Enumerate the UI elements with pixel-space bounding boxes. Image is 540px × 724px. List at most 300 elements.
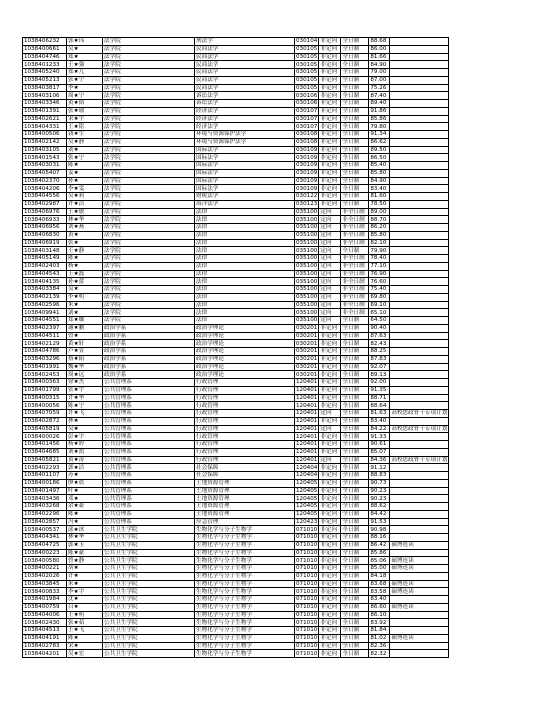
enrollment-type-cell: 非定向 bbox=[319, 177, 341, 185]
remark-cell bbox=[390, 324, 449, 332]
remark-cell bbox=[390, 479, 449, 487]
study-mode-cell: 全日制 bbox=[341, 611, 369, 619]
study-mode-cell: 全日制 bbox=[341, 84, 369, 92]
candidate-id-cell: 1038407059 bbox=[23, 410, 67, 418]
major-code-cell: 071010 bbox=[296, 526, 318, 533]
enrollment-type-cell: 定向 bbox=[319, 278, 341, 286]
name-cell: 余★豪 bbox=[67, 503, 103, 511]
candidate-id-cell: 1038402139 bbox=[23, 293, 67, 301]
table-row bbox=[23, 239, 449, 247]
table-row bbox=[23, 363, 449, 371]
name-cell: 吴★ bbox=[67, 45, 103, 53]
candidate-id-cell: 1038406976 bbox=[23, 208, 67, 216]
major-code-cell: 030109 bbox=[296, 177, 318, 184]
major-cell: 土地资源管理 bbox=[195, 510, 295, 518]
major-cell: 法律 bbox=[195, 309, 295, 317]
major-cell: 行政管理 bbox=[195, 379, 295, 387]
score-cell: 88.16 bbox=[369, 534, 390, 542]
major-code-cell: 120401 bbox=[296, 379, 318, 386]
major-code-cell: 035100 bbox=[296, 216, 318, 223]
table-row bbox=[23, 317, 449, 325]
table-row bbox=[23, 394, 449, 402]
enrollment-type-cell: 非定向 bbox=[319, 549, 341, 557]
enrollment-type-cell: 非定向 bbox=[319, 332, 341, 340]
name-cell: 孙★ bbox=[67, 177, 103, 185]
table-row bbox=[23, 177, 449, 185]
score-cell: 84.22 bbox=[369, 425, 390, 433]
candidate-id-cell: 1038403031 bbox=[23, 162, 67, 170]
major-cell: 行政管理 bbox=[195, 456, 295, 464]
major-code-cell: 030109 bbox=[296, 185, 318, 192]
score-cell: 83.40 bbox=[369, 185, 390, 193]
major-cell: 国际法学 bbox=[195, 162, 295, 170]
major-cell: 生物化学与分子生物学 bbox=[195, 534, 295, 542]
major-cell: 民商法学 bbox=[195, 84, 295, 92]
name-cell: 宋★宇 bbox=[67, 115, 103, 123]
name-cell: 林★ bbox=[67, 417, 103, 425]
study-mode-cell: 全日制 bbox=[341, 557, 369, 565]
candidate-id-cell: 1038402403 bbox=[23, 262, 67, 270]
score-cell: 86.00 bbox=[369, 45, 390, 53]
table-row bbox=[23, 642, 449, 650]
major-cell: 生物化学与分子生物学 bbox=[195, 557, 295, 565]
major-cell: 诉讼法学 bbox=[195, 92, 295, 100]
enrollment-type-cell: 非定向 bbox=[319, 472, 341, 480]
college-cell: 法学院 bbox=[103, 293, 195, 301]
study-mode-cell: 全日制 bbox=[341, 69, 369, 77]
table-row bbox=[23, 45, 449, 53]
table-row bbox=[23, 162, 449, 170]
name-cell: 郑★儿 bbox=[67, 69, 103, 77]
remark-cell bbox=[390, 200, 449, 208]
remark-cell: 高校思政骨干专项计划 bbox=[391, 425, 448, 432]
name-cell: 张★ bbox=[67, 239, 103, 247]
candidate-id-cell: 1038406830 bbox=[23, 231, 67, 239]
table-row bbox=[23, 433, 449, 441]
candidate-id-cell: 1038402026 bbox=[23, 572, 67, 580]
college-cell: 法学院 bbox=[103, 255, 195, 263]
name-cell: 朱★ bbox=[67, 580, 103, 588]
candidate-id-cell: 1038404786 bbox=[23, 348, 67, 356]
major-cell: 行政管理 bbox=[195, 402, 295, 410]
enrollment-type-cell: 非定向 bbox=[319, 162, 341, 170]
major-cell: 行政管理 bbox=[195, 417, 295, 425]
score-cell: 79.90 bbox=[369, 247, 390, 255]
major-cell: 经济法学 bbox=[195, 107, 295, 115]
remark-cell: 硕博连读 bbox=[390, 565, 449, 573]
score-cell: 79.00 bbox=[369, 69, 390, 77]
table-row bbox=[23, 417, 449, 425]
major-code-cell: 120405 bbox=[296, 480, 318, 487]
score-cell: 69.10 bbox=[369, 301, 390, 309]
table-row bbox=[23, 549, 449, 557]
major-cell: 土地资源管理 bbox=[195, 479, 295, 487]
major-code-cell: 071010 bbox=[296, 549, 318, 556]
college-cell: 公共管理系 bbox=[103, 472, 195, 480]
major-cell: 生物化学与分子生物学 bbox=[195, 572, 295, 580]
major-code-cell: 071010 bbox=[296, 588, 318, 595]
remark-cell bbox=[390, 123, 449, 131]
major-cell: 生物化学与分子生物学 bbox=[195, 565, 295, 573]
candidate-id-cell: 1038402142 bbox=[23, 138, 67, 146]
study-mode-cell: 全日制 bbox=[341, 379, 369, 387]
table-row bbox=[23, 115, 449, 123]
study-mode-cell: 全日制 bbox=[341, 448, 369, 456]
candidate-id-cell: 1038404201 bbox=[23, 650, 67, 658]
major-cell: 生物化学与分子生物学 bbox=[195, 541, 295, 549]
college-cell: 政治学系 bbox=[103, 324, 195, 332]
name-cell: 李★明 bbox=[67, 293, 103, 301]
college-cell: 公共管理系 bbox=[103, 487, 195, 495]
college-cell: 公共管理系 bbox=[103, 379, 195, 387]
major-code-cell: 071010 bbox=[296, 650, 318, 657]
table-row bbox=[23, 231, 449, 239]
remark-cell: 硕博连读 bbox=[390, 634, 449, 642]
remark-cell bbox=[390, 441, 449, 449]
candidate-id-cell: 1038406956 bbox=[23, 224, 67, 232]
enrollment-type-cell: 非定向 bbox=[319, 92, 341, 100]
candidate-id-cell: 1038400537 bbox=[23, 526, 67, 534]
candidate-id-cell: 1038402397 bbox=[23, 324, 67, 332]
candidate-id-cell: 1038402370 bbox=[23, 177, 67, 185]
major-cell: 民商法学 bbox=[195, 45, 295, 53]
enrollment-type-cell: 定向 bbox=[319, 208, 341, 216]
candidate-id-cell: 1038401391 bbox=[23, 107, 67, 115]
remark-cell bbox=[390, 286, 449, 294]
college-cell: 公共管理系 bbox=[103, 448, 195, 456]
table-row bbox=[23, 262, 449, 270]
name-cell: 蔡★阳 bbox=[67, 355, 103, 363]
college-cell: 公共管理系 bbox=[103, 510, 195, 518]
college-cell: 法学院 bbox=[103, 262, 195, 270]
score-cell: 85.06 bbox=[369, 557, 390, 565]
study-mode-cell: 非全日制 bbox=[341, 224, 369, 232]
study-mode-cell: 全日制 bbox=[341, 348, 369, 356]
name-cell: 郭★玮 bbox=[67, 38, 103, 46]
study-mode-cell: 非全日制 bbox=[341, 216, 369, 224]
table-row bbox=[23, 510, 449, 518]
remark-cell bbox=[390, 518, 449, 526]
score-cell: 90.73 bbox=[369, 479, 390, 487]
name-cell: 张★瑜 bbox=[67, 107, 103, 115]
score-cell: 88.71 bbox=[369, 394, 390, 402]
major-cell: 生物化学与分子生物学 bbox=[195, 619, 295, 627]
enrollment-type-cell: 非定向 bbox=[319, 479, 341, 487]
remark-cell bbox=[390, 138, 449, 146]
candidate-id-cell: 1038400221 bbox=[23, 565, 67, 573]
score-cell: 82.10 bbox=[369, 239, 390, 247]
college-cell: 公共管理系 bbox=[103, 394, 195, 402]
name-cell: 郭★洁 bbox=[67, 464, 103, 472]
candidate-id-cell: 1038404725 bbox=[23, 541, 67, 549]
college-cell: 公共卫生学院 bbox=[103, 580, 195, 588]
major-code-cell: 030123 bbox=[296, 201, 318, 208]
table-body bbox=[23, 38, 449, 658]
college-cell: 法学院 bbox=[103, 309, 195, 317]
college-cell: 政治学系 bbox=[103, 371, 195, 379]
major-code-cell: 035100 bbox=[296, 239, 318, 246]
study-mode-cell: 全日制 bbox=[341, 100, 369, 108]
remark-cell bbox=[390, 53, 449, 61]
study-mode-cell: 非全日制 bbox=[341, 239, 369, 247]
score-cell: 88.70 bbox=[369, 216, 390, 224]
name-cell: 王★飞 bbox=[67, 627, 103, 635]
candidate-id-cell: 1038402987 bbox=[23, 200, 67, 208]
college-cell: 法学院 bbox=[103, 200, 195, 208]
table-row bbox=[23, 619, 449, 627]
major-cell: 法律 bbox=[195, 278, 295, 286]
candidate-id-cell: 1038400223 bbox=[23, 549, 67, 557]
study-mode-cell: 全日制 bbox=[341, 162, 369, 170]
major-code-cell: 030201 bbox=[296, 325, 318, 332]
table-row bbox=[23, 464, 449, 472]
major-cell: 生物化学与分子生物学 bbox=[195, 627, 295, 635]
college-cell: 法学院 bbox=[103, 301, 195, 309]
major-code-cell: 030105 bbox=[296, 84, 318, 91]
study-mode-cell: 全日制 bbox=[341, 386, 369, 394]
enrollment-type-cell: 非定向 bbox=[319, 642, 341, 650]
remark-cell bbox=[390, 270, 449, 278]
candidate-id-cell: 1038400363 bbox=[23, 379, 67, 387]
study-mode-cell: 非全日制 bbox=[341, 293, 369, 301]
name-cell: 谢★鹏 bbox=[67, 324, 103, 332]
table-row bbox=[23, 293, 449, 301]
score-cell: 92.07 bbox=[369, 363, 390, 371]
remark-cell bbox=[390, 278, 449, 286]
candidate-id-cell: 1038401991 bbox=[23, 363, 67, 371]
name-cell: 李★ bbox=[67, 84, 103, 92]
score-cell: 91.33 bbox=[369, 433, 390, 441]
major-cell: 生物化学与分子生物学 bbox=[195, 526, 295, 534]
table-row bbox=[23, 596, 449, 604]
table-row bbox=[23, 53, 449, 61]
candidate-id-cell: 1038400833 bbox=[23, 588, 67, 596]
table-row bbox=[23, 169, 449, 177]
score-cell: 82.43 bbox=[369, 340, 390, 348]
enrollment-type-cell: 非定向 bbox=[319, 61, 341, 69]
college-cell: 公共卫生学院 bbox=[103, 565, 195, 573]
table-row bbox=[23, 541, 449, 549]
score-cell: 86.60 bbox=[369, 603, 390, 611]
name-cell: 曾★静 bbox=[67, 557, 103, 565]
major-cell: 法律 bbox=[195, 239, 295, 247]
score-cell: 75.26 bbox=[369, 84, 390, 92]
candidate-id-cell: 1038400056 bbox=[23, 402, 67, 410]
enrollment-type-cell: 定向 bbox=[319, 216, 341, 224]
remark-cell bbox=[390, 301, 449, 309]
remark-cell bbox=[390, 61, 449, 69]
remark-cell bbox=[390, 262, 449, 270]
study-mode-cell: 全日制 bbox=[341, 526, 369, 534]
remark-cell bbox=[390, 45, 449, 53]
table-row bbox=[23, 355, 449, 363]
score-cell: 82.32 bbox=[369, 650, 390, 658]
college-cell: 政治学系 bbox=[103, 363, 195, 371]
table-row bbox=[23, 69, 449, 77]
major-cell: 土地资源管理 bbox=[195, 503, 295, 511]
enrollment-type-cell: 非定向 bbox=[319, 348, 341, 356]
name-cell: 孙★蕾 bbox=[67, 278, 103, 286]
major-code-cell: 030104 bbox=[296, 38, 318, 45]
major-code-cell: 120401 bbox=[296, 441, 318, 448]
name-cell: 张★宁 bbox=[67, 154, 103, 162]
major-code-cell: 030201 bbox=[296, 332, 318, 339]
remark-cell bbox=[390, 185, 449, 193]
remark-cell bbox=[390, 611, 449, 619]
name-cell: 宋★ bbox=[67, 642, 103, 650]
major-cell: 生物化学与分子生物学 bbox=[195, 603, 295, 611]
major-code-cell: 030201 bbox=[296, 348, 318, 355]
name-cell: 徐★杰 bbox=[67, 379, 103, 387]
college-cell: 政治学系 bbox=[103, 340, 195, 348]
college-cell: 公共管理系 bbox=[103, 425, 195, 433]
enrollment-type-cell: 定向 bbox=[319, 410, 341, 418]
major-cell: 民商法学 bbox=[195, 61, 295, 69]
enrollment-type-cell: 非定向 bbox=[319, 541, 341, 549]
major-cell: 政治学理论 bbox=[195, 363, 295, 371]
name-cell: 钱★生 bbox=[67, 131, 103, 139]
college-cell: 公共卫生学院 bbox=[103, 588, 195, 596]
candidate-id-cell: 1038405213 bbox=[23, 76, 67, 84]
major-code-cell: 120423 bbox=[296, 518, 318, 525]
study-mode-cell: 全日制 bbox=[341, 371, 369, 379]
score-cell: 81.60 bbox=[369, 193, 390, 201]
admission-list-table bbox=[22, 37, 449, 658]
score-cell: 88.62 bbox=[369, 503, 390, 511]
enrollment-type-cell: 非定向 bbox=[319, 123, 341, 131]
name-cell: 郑★ bbox=[67, 53, 103, 61]
major-code-cell: 035100 bbox=[296, 255, 318, 262]
major-code-cell: 030105 bbox=[296, 46, 318, 53]
table-row bbox=[23, 247, 449, 255]
college-cell: 法学院 bbox=[103, 138, 195, 146]
major-cell: 民商法学 bbox=[195, 76, 295, 84]
score-cell: 90.23 bbox=[369, 487, 390, 495]
candidate-id-cell: 1038403346 bbox=[23, 100, 67, 108]
remark-cell bbox=[390, 100, 449, 108]
study-mode-cell: 全日制 bbox=[341, 417, 369, 425]
candidate-id-cell: 1038400315 bbox=[23, 394, 67, 402]
remark-cell bbox=[390, 84, 449, 92]
college-cell: 法学院 bbox=[103, 115, 195, 123]
remark-cell bbox=[390, 642, 449, 650]
enrollment-type-cell: 非定向 bbox=[319, 84, 341, 92]
major-code-cell: 071010 bbox=[296, 604, 318, 611]
enrollment-type-cell: 定向 bbox=[319, 255, 341, 263]
study-mode-cell: 全日制 bbox=[341, 177, 369, 185]
college-cell: 法学院 bbox=[103, 61, 195, 69]
remark-cell bbox=[390, 92, 449, 100]
table-row bbox=[23, 371, 449, 379]
enrollment-type-cell: 非定向 bbox=[319, 518, 341, 526]
score-cell: 90.23 bbox=[369, 495, 390, 503]
score-cell: 64.50 bbox=[369, 317, 390, 325]
remark-cell bbox=[390, 293, 449, 301]
score-cell: 84.18 bbox=[369, 572, 390, 580]
college-cell: 法学院 bbox=[103, 69, 195, 77]
name-cell: 王★静 bbox=[67, 247, 103, 255]
major-code-cell: 030201 bbox=[296, 371, 318, 378]
score-cell: 91.34 bbox=[369, 131, 390, 139]
candidate-id-cell: 1038400026 bbox=[23, 433, 67, 441]
study-mode-cell: 全日制 bbox=[341, 603, 369, 611]
score-cell: 81.66 bbox=[369, 53, 390, 61]
college-cell: 公共卫生学院 bbox=[103, 634, 195, 642]
table-row bbox=[23, 216, 449, 224]
score-cell: 81.63 bbox=[369, 410, 390, 418]
study-mode-cell: 非全日制 bbox=[341, 262, 369, 270]
enrollment-type-cell: 非定向 bbox=[319, 76, 341, 84]
score-cell: 91.12 bbox=[369, 464, 390, 472]
enrollment-type-cell: 非定向 bbox=[319, 324, 341, 332]
major-code-cell: 030106 bbox=[296, 92, 318, 99]
remark-cell bbox=[390, 503, 449, 511]
table-row bbox=[23, 479, 449, 487]
major-cell: 法律 bbox=[195, 231, 295, 239]
table-row bbox=[23, 425, 449, 433]
study-mode-cell: 全日制 bbox=[341, 200, 369, 208]
study-mode-cell: 全日制 bbox=[341, 565, 369, 573]
score-cell: 84.90 bbox=[369, 61, 390, 69]
score-cell: 83.40 bbox=[369, 596, 390, 604]
candidate-id-cell: 1038400661 bbox=[23, 45, 67, 53]
major-cell: 生物化学与分子生物学 bbox=[195, 642, 295, 650]
enrollment-type-cell: 非定向 bbox=[319, 510, 341, 518]
table-row bbox=[23, 270, 449, 278]
remark-cell bbox=[390, 572, 449, 580]
major-code-cell: 071010 bbox=[296, 534, 318, 541]
college-cell: 法学院 bbox=[103, 317, 195, 325]
college-cell: 政治学系 bbox=[103, 355, 195, 363]
candidate-id-cell: 1038405407 bbox=[23, 169, 67, 177]
major-code-cell: 071010 bbox=[296, 580, 318, 587]
enrollment-type-cell: 非定向 bbox=[319, 69, 341, 77]
college-cell: 公共卫生学院 bbox=[103, 642, 195, 650]
major-code-cell: 120401 bbox=[296, 456, 318, 463]
score-cell: 87.63 bbox=[369, 332, 390, 340]
college-cell: 法学院 bbox=[103, 177, 195, 185]
college-cell: 法学院 bbox=[103, 38, 195, 46]
study-mode-cell: 全日制 bbox=[341, 247, 369, 255]
major-cell: 行政管理 bbox=[195, 448, 295, 456]
college-cell: 公共卫生学院 bbox=[103, 557, 195, 565]
remark-cell bbox=[390, 355, 449, 363]
study-mode-cell: 全日制 bbox=[341, 472, 369, 480]
study-mode-cell: 全日制 bbox=[341, 456, 369, 464]
name-cell: 许★华 bbox=[67, 394, 103, 402]
candidate-id-cell: 1038400580 bbox=[23, 557, 67, 565]
name-cell: 胡★ bbox=[67, 565, 103, 573]
remark-cell bbox=[390, 417, 449, 425]
table-row bbox=[23, 324, 449, 332]
enrollment-type-cell: 非定向 bbox=[319, 596, 341, 604]
study-mode-cell: 全日制 bbox=[341, 572, 369, 580]
major-cell: 国际法学 bbox=[195, 154, 295, 162]
major-code-cell: 071010 bbox=[296, 573, 318, 580]
college-cell: 公共管理系 bbox=[103, 518, 195, 526]
candidate-id-cell: 1038400506 bbox=[23, 131, 67, 139]
major-code-cell: 035100 bbox=[296, 224, 318, 231]
score-cell: 87.40 bbox=[369, 92, 390, 100]
candidate-id-cell: 1038402453 bbox=[23, 371, 67, 379]
name-cell: 许★飞 bbox=[67, 410, 103, 418]
major-code-cell: 071010 bbox=[296, 642, 318, 649]
enrollment-type-cell: 非定向 bbox=[319, 38, 341, 46]
college-cell: 法学院 bbox=[103, 92, 195, 100]
major-cell: 民商法学 bbox=[195, 69, 295, 77]
remark-cell bbox=[390, 526, 449, 534]
remark-cell bbox=[390, 510, 449, 518]
